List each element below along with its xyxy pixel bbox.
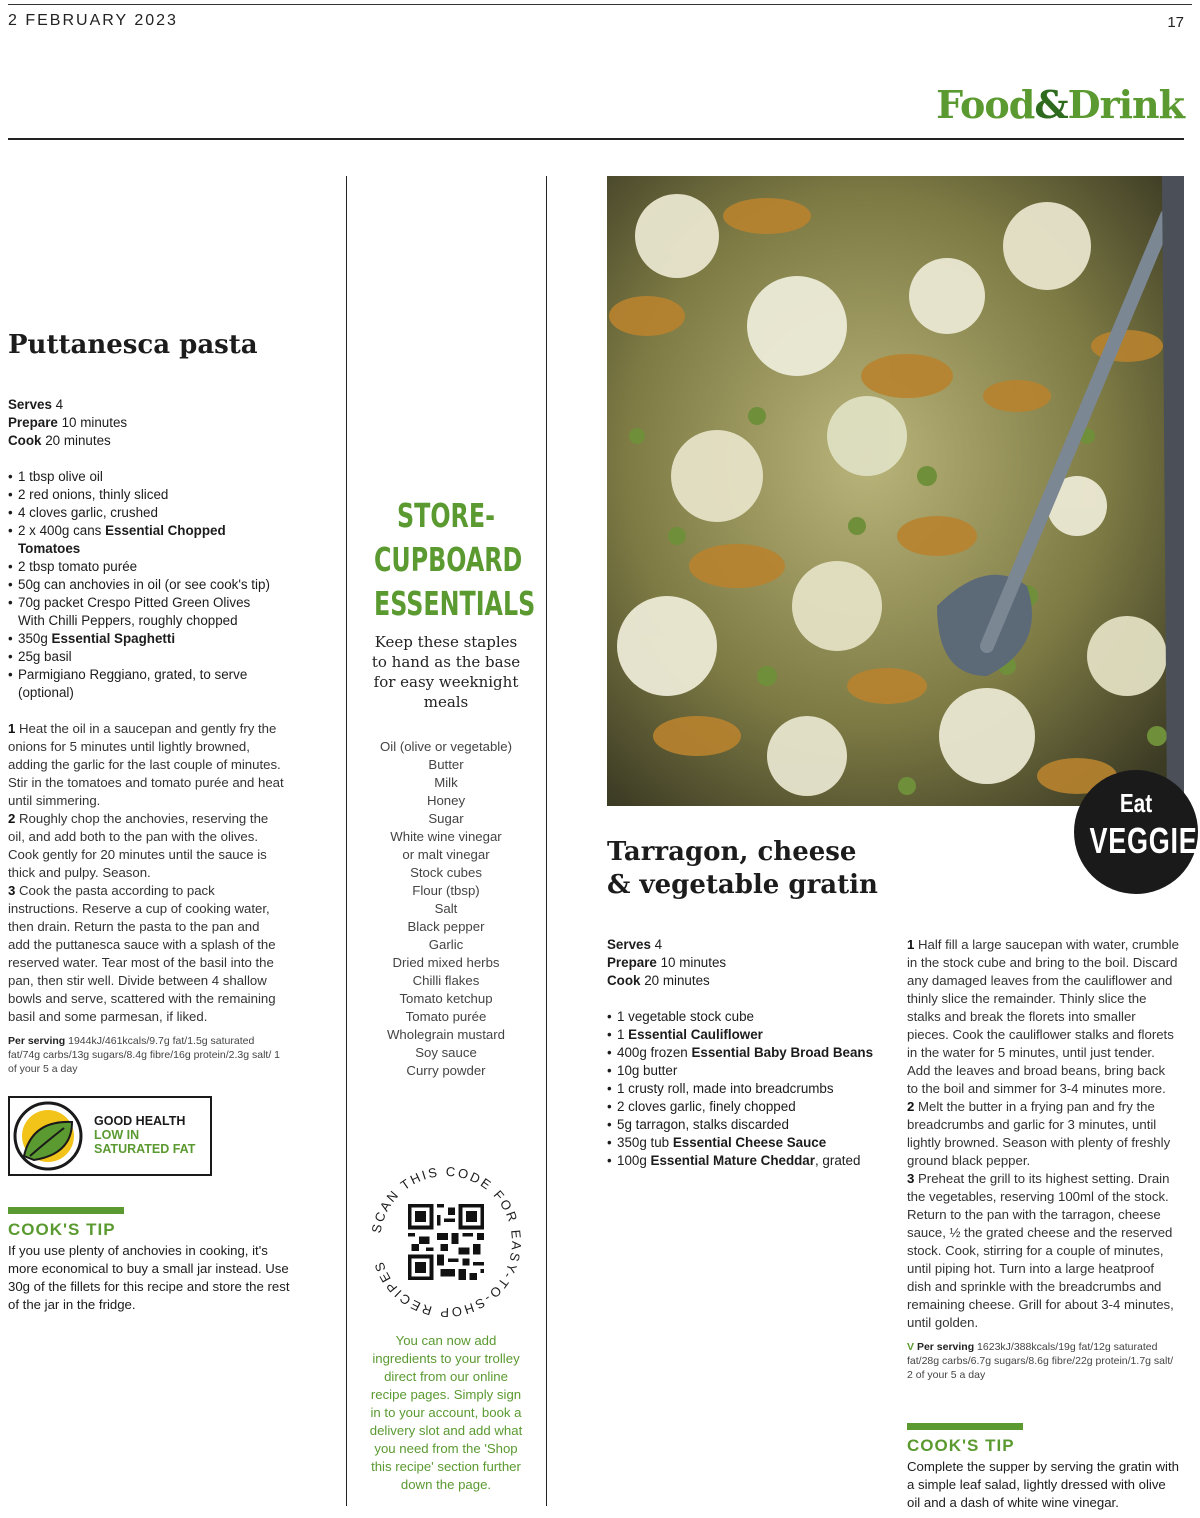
ingredient-product: Essential Cauliflower xyxy=(628,1027,763,1042)
ingredient-product: Essential Spaghetti xyxy=(51,631,176,646)
cooks-tip-bar-right xyxy=(907,1423,1023,1430)
ingredient-item xyxy=(607,1062,887,1080)
recipe-meta-puttanesca xyxy=(8,396,328,450)
step-text: Preheat the grill to its highest setting. Drain the vegetables, reserving 100ml of the stock. Return to the pan with the tarragon, cheese sauce, ½ the grated cheese and the reserved stock. Cook, stirring for a couple of minutes, until piping hot. Turn into a large heatproof dish and sprinkle with the breadcrumbs and remaining cheese. Grill for about 3-4 minutes, until golden. xyxy=(907,1171,1174,1330)
ingredient-product: Essential Baby Broad Beans xyxy=(691,1045,874,1060)
staple-item: Stock cubes xyxy=(410,865,482,880)
gratin-title-line1: Tarragon, cheese xyxy=(607,837,857,867)
step-number: 1 xyxy=(907,937,915,952)
step-text: Heat the oil in a saucepan and gently fry the onions for 5 minutes until lightly browned, adding the garlic for the last couple of minutes. Stir in the tomatoes and tomato purée and heat until simmering. xyxy=(8,721,284,808)
staple-item: Black pepper xyxy=(407,919,485,934)
gratin-photo xyxy=(607,176,1184,806)
step-text: Half fill a large saucepan with water, crumble in the stock cube and bring to the boil. Discard any damaged leaves from the cauliflower and thinly slice the remainder. Thinly slice the stalks and break the florets into smaller pieces. Cook the cauliflower stalks and florets in the water for 5 minutes, until just tender. Add the leaves and broad beans, bring back to the boil and simmer for 3-4 minutes more. xyxy=(907,937,1179,1096)
staple-item: Soy sauce xyxy=(415,1045,477,1060)
prepare-value: 10 minutes xyxy=(61,415,128,430)
cooks-tip-heading-left: COOK'S TIP xyxy=(8,1220,116,1239)
method-step xyxy=(8,810,284,882)
ingredient-product: Essential Chopped Tomatoes xyxy=(18,523,226,556)
staple-item: Honey xyxy=(426,793,466,808)
ingredient-item xyxy=(607,1080,887,1098)
staple-item: Garlic xyxy=(428,937,464,952)
nutrition-label: Per serving xyxy=(916,1341,975,1353)
step-text: Roughly chop the anchovies, reserving the oil, and add both to the pan with the olives. Cook gently for 20 minutes until the sauce is thick and pulpy. Season. xyxy=(8,811,269,880)
qr-code-icon[interactable] xyxy=(408,1204,484,1280)
ingredient-item xyxy=(607,1044,887,1062)
ingredient-text: 2 red onions, thinly sliced xyxy=(18,487,169,502)
store-cupboard-subheading: Keep these staples to hand as the base for easy weeknight meals xyxy=(371,633,521,711)
nutrition-puttanesca xyxy=(8,1034,283,1076)
brand-ampersand: & xyxy=(1034,82,1068,127)
recipe-meta-gratin xyxy=(607,936,887,990)
ingredient-text: 10g butter xyxy=(617,1063,678,1078)
cooks-tip-bar-left xyxy=(8,1207,124,1214)
ingredient-item xyxy=(8,468,278,486)
ingredient-text: 2 tbsp tomato purée xyxy=(18,559,138,574)
cooks-tip-heading-right: COOK'S TIP xyxy=(907,1436,1015,1455)
step-number: 1 xyxy=(8,721,16,736)
method-puttanesca xyxy=(8,720,284,1026)
store-cupboard-heading xyxy=(346,494,546,626)
header-bottom-rule xyxy=(8,138,1184,140)
header-top-rule xyxy=(8,4,1192,5)
ingredient-item xyxy=(8,630,278,648)
ingredient-text: 1 crusty roll, made into breadcrumbs xyxy=(617,1081,834,1096)
step-number: 3 xyxy=(8,883,16,898)
ingredient-item xyxy=(607,1008,887,1026)
staple-item: Tomato ketchup xyxy=(399,991,493,1006)
ingredient-text: 350g tub xyxy=(617,1135,673,1150)
cook-value: 20 minutes xyxy=(45,433,111,448)
staple-item: Wholegrain mustard xyxy=(386,1027,505,1042)
staple-item: Oil (olive or vegetable) xyxy=(380,739,512,754)
prepare-label: Prepare xyxy=(8,415,58,430)
staple-item: Flour (tbsp) xyxy=(412,883,480,898)
scan-info-text: You can now add ingredients to your trolley direct from our online recipe pages. Simply sign in to your account, book a delivery slot and add what you need from the 'Shop this recipe' section further down the page. xyxy=(369,1333,523,1492)
staple-item: Tomato purée xyxy=(405,1009,487,1024)
serves-value: 4 xyxy=(654,937,663,952)
ingredient-text: 100g xyxy=(617,1153,651,1168)
ingredient-item xyxy=(8,558,278,576)
staple-item: Sugar xyxy=(428,811,464,826)
issue-date: 2 FEBRUARY 2023 xyxy=(8,12,178,29)
step-number: 2 xyxy=(907,1099,915,1114)
low-in-label: LOW IN xyxy=(94,1128,140,1142)
cook-label: Cook xyxy=(607,973,641,988)
method-step xyxy=(907,936,1179,1098)
ingredient-item xyxy=(8,666,278,702)
good-health-badge xyxy=(8,1096,212,1176)
heading-line-cupboard: CUPBOARD xyxy=(374,540,523,579)
gratin-photo-illustration xyxy=(607,176,1184,806)
cook-label: Cook xyxy=(8,433,42,448)
method-gratin xyxy=(907,936,1179,1332)
cooks-tip-text-left: If you use plenty of anchovies in cooking, it's more economical to buy a small jar instead. Use 30g of the fillets for this recipe and store the rest of the jar in the fridge. xyxy=(8,1243,290,1312)
step-number: 2 xyxy=(8,811,16,826)
serves-label: Serves xyxy=(8,397,52,412)
ingredient-text: 2 x 400g cans xyxy=(18,523,106,538)
ingredient-item xyxy=(8,486,278,504)
ingredient-item xyxy=(607,1098,887,1116)
ingredient-product: Essential Cheese Sauce xyxy=(672,1135,827,1150)
serves-label: Serves xyxy=(607,937,651,952)
staple-item: Milk xyxy=(434,775,458,790)
ingredient-item xyxy=(607,1134,887,1152)
serves-value: 4 xyxy=(55,397,64,412)
ingredient-item xyxy=(8,504,278,522)
eat-veggie-badge xyxy=(1074,770,1198,894)
gratin-title-line2: & vegetable gratin xyxy=(607,870,878,900)
ingredient-text: 4 cloves garlic, crushed xyxy=(18,505,158,520)
nutrition-label: Per serving xyxy=(8,1035,66,1047)
staple-item: Chilli flakes xyxy=(412,973,480,988)
ingredient-item xyxy=(8,522,278,558)
staple-item: Butter xyxy=(428,757,464,772)
nutrition-values: 1623kJ/388kcals/19g fat/12g saturated fat/28g carbs/6.7g sugars/8.6g fibre/22g protein/1.7g salt/ 2 of your 5 a day xyxy=(907,1341,1174,1381)
heading-line-essentials: ESSENTIALS xyxy=(374,584,536,623)
badge-eat-text: Eat xyxy=(1119,788,1153,818)
heading-line-store: STORE- xyxy=(397,496,495,535)
ingredient-item xyxy=(8,576,278,594)
ingredient-text: 5g tarragon, stalks discarded xyxy=(617,1117,789,1132)
ingredient-suffix: , grated xyxy=(814,1153,861,1168)
nutrition-values: 1944kJ/461kcals/9.7g fat/1.5g saturated fat/74g carbs/13g sugars/8.4g fibre/16g protein/2.3g salt/ 1 of your 5 a day xyxy=(8,1035,281,1075)
brand-word-drink: Drink xyxy=(1067,82,1184,127)
recipe-title-gratin xyxy=(607,836,937,902)
good-health-icon xyxy=(12,1100,84,1172)
prepare-label: Prepare xyxy=(607,955,657,970)
scan-ring-text: SCAN THIS CODE FOR EASY-TO-SHOP RECIPES xyxy=(368,1163,525,1321)
ingredient-item xyxy=(8,648,278,666)
staple-item: Salt xyxy=(434,901,458,916)
ingredient-text: 400g frozen xyxy=(617,1045,692,1060)
ingredient-text: 25g basil xyxy=(18,649,72,664)
saturated-fat-label: SATURATED FAT xyxy=(94,1142,196,1156)
badge-veggie-text: VEGGIE xyxy=(1089,820,1198,861)
ingredient-text: 1 tbsp olive oil xyxy=(18,469,103,484)
page-number: 17 xyxy=(1167,14,1184,31)
ingredient-text: 50g can anchovies in oil (or see cook's tip) xyxy=(18,577,270,592)
column-divider-right xyxy=(546,176,547,1506)
ingredient-text: 1 vegetable stock cube xyxy=(617,1009,754,1024)
method-step xyxy=(907,1170,1179,1332)
prepare-value: 10 minutes xyxy=(660,955,727,970)
ingredient-text: 1 xyxy=(617,1027,629,1042)
step-number: 3 xyxy=(907,1171,915,1186)
ingredient-text: Parmigiano Reggiano, grated, to serve (optional) xyxy=(18,667,248,700)
ingredient-text: 70g packet Crespo Pitted Green Olives With Chilli Peppers, roughly chopped xyxy=(18,595,251,628)
ingredients-list-gratin xyxy=(607,1008,887,1170)
staple-item: Dried mixed herbs xyxy=(392,955,500,970)
vegetarian-marker: V xyxy=(907,1341,915,1353)
method-step xyxy=(907,1098,1179,1170)
ingredients-list-puttanesca xyxy=(8,468,278,702)
ingredient-product: Essential Mature Cheddar xyxy=(650,1153,815,1168)
ingredient-item xyxy=(607,1116,887,1134)
staple-item: White wine vinegar xyxy=(390,829,502,844)
ingredient-text: 2 cloves garlic, finely chopped xyxy=(617,1099,796,1114)
ingredient-item xyxy=(607,1152,887,1170)
step-text: Cook the pasta according to pack instructions. Reserve a cup of cooking water, then drain. Return the pasta to the pan and add the puttanesca sauce with a splash of the reserved water. Tear most of the basil into the pan, then stir well. Divide between 4 shallow bowls and serve, scattered with the remaining basil and some parmesan, if liked. xyxy=(8,883,276,1024)
staple-item: or malt vinegar xyxy=(402,847,490,862)
method-step xyxy=(8,720,284,810)
section-brand xyxy=(936,82,1184,127)
brand-word-food: Food xyxy=(936,82,1035,127)
qr-code-block xyxy=(366,1162,526,1322)
staple-item: Curry powder xyxy=(406,1063,486,1078)
good-health-label: GOOD HEALTH xyxy=(94,1114,186,1128)
recipe-title-puttanesca: Puttanesca pasta xyxy=(8,330,258,360)
column-divider-left xyxy=(346,176,347,1506)
nutrition-gratin xyxy=(907,1340,1179,1382)
ingredient-item xyxy=(8,594,278,630)
method-step xyxy=(8,882,284,1026)
ingredient-item xyxy=(607,1026,887,1044)
ingredient-text: 350g xyxy=(18,631,52,646)
step-text: Melt the butter in a frying pan and fry the breadcrumbs and garlic for 3 minutes, until lightly browned. Season with plenty of freshly ground black pepper. xyxy=(907,1099,1171,1168)
staples-list xyxy=(356,738,536,1080)
cook-value: 20 minutes xyxy=(644,973,710,988)
cooks-tip-text-right: Complete the supper by serving the gratin with a simple leaf salad, lightly dressed with olive oil and a dash of white wine vinegar. xyxy=(907,1459,1179,1510)
